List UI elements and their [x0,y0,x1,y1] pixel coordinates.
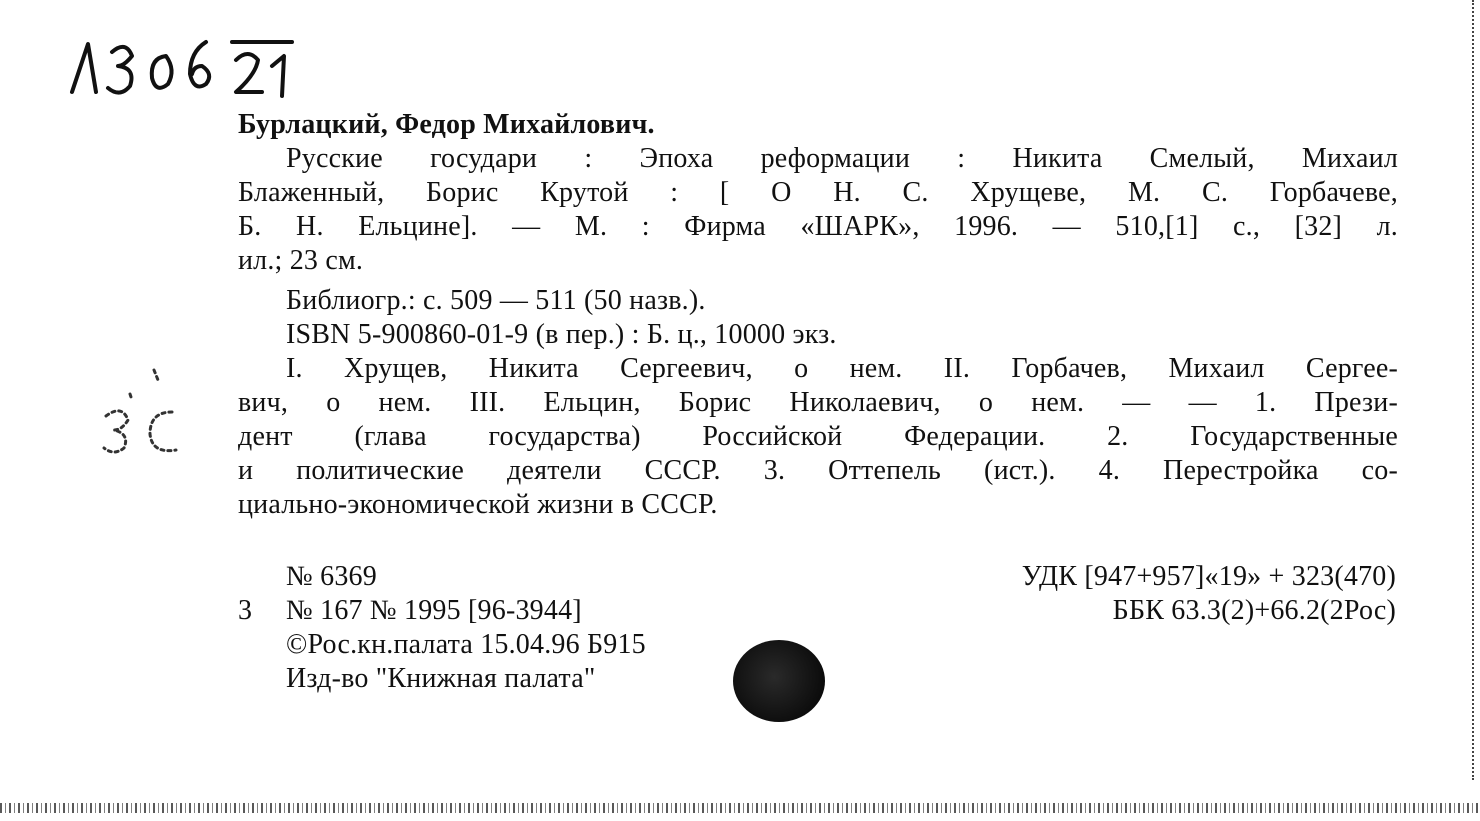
isbn-note: ISBN 5-900860-01-9 (в пер.) : Б. ц., 10000 экз. [286,319,837,350]
publisher-line: Изд-во "Книжная палата" [286,663,596,694]
handwritten-margin-mark [92,350,192,470]
record-number: № 6369 [286,561,377,592]
subjects-block [238,352,1398,522]
title-line: ил.; 23 см. [238,245,364,276]
subject-line: I. Хрущев, Никита Сергеевич, о нем. II. Горбачев, Михаил Сергее- [286,353,1398,384]
subject-line: вич, о нем. III. Ельцин, Борис Николаевич, о нем. — — 1. Прези- [238,387,1398,418]
author-heading: Бурлацкий, Федор Михайлович. [238,109,655,140]
line-prefix: 3 [238,595,253,626]
card-edge-bottom [0,803,1480,813]
udk-code: УДК [947+957]«19» + 323(470) [1021,561,1396,592]
chamber-stamp: ©Рос.кн.палата 15.04.96 Б915 [286,629,646,660]
title-block [238,142,1398,278]
classification-block [1022,560,1396,628]
subject-line: циально-экономической жизни в СССР. [238,489,718,520]
subject-line: дент (глава государства) Российской Федерации. 2. Государственные [238,421,1398,452]
subject-line: и политические деятели СССР. 3. Оттепель (ист.). 4. Перестройка со- [238,455,1398,486]
handwritten-shelfmark [66,22,306,102]
title-line: Б. Н. Ельцине]. — М. : Фирма «ШАРК», 1996. — 510,[1] с., [32] л. [238,211,1398,242]
bbk-code: ББК 63.3(2)+66.2(2Рос) [1112,595,1396,626]
title-line: Блаженный, Борис Крутой : [ О Н. С. Хрущеве, М. С. Горбачеве, [238,177,1398,208]
bibliography-note: Библиогр.: с. 509 — 511 (50 назв.). [286,285,706,316]
notes-block [286,284,837,352]
punch-hole [733,640,825,722]
registration-block [238,560,646,696]
title-line: Русские государи : Эпоха реформации : Никита Смелый, Михаил [286,143,1398,174]
registration-numbers: № 167 № 1995 [96-3944] [286,595,582,626]
card-edge-right [1470,0,1474,780]
